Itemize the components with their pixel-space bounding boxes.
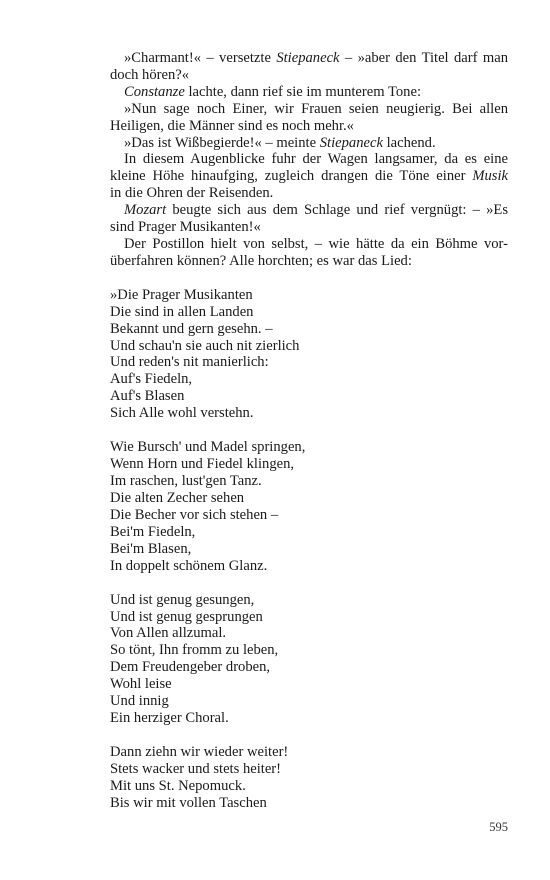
poem-line: Die sind in allen Landen bbox=[110, 303, 254, 320]
italic-name: Constanze bbox=[124, 83, 185, 100]
prose-line bbox=[110, 236, 508, 253]
poem-line: Bis wir mit vollen Taschen bbox=[110, 794, 267, 811]
poem-line: Die alten Zecher sehen bbox=[110, 489, 245, 506]
text-run: kleine Höhe hinaufging, zugleich drangen die Töne einer bbox=[110, 168, 473, 185]
poem-line: Dann ziehn wir wieder weiter! bbox=[110, 744, 289, 761]
prose-paragraph bbox=[110, 151, 508, 202]
prose-line bbox=[110, 67, 508, 84]
poem-line: Wenn Horn und Fiedel klingen, bbox=[110, 456, 295, 473]
poem-line: Stets wacker und stets heiter! bbox=[110, 761, 282, 777]
poem-line: Die Becher vor sich stehen – bbox=[110, 506, 279, 523]
poem-line: Von Allen allzumal. bbox=[110, 625, 227, 642]
poem-line: In doppelt schönem Glanz. bbox=[110, 557, 268, 574]
text-run: »Das ist Wißbegierde!« – meinte bbox=[124, 134, 320, 151]
prose-paragraph bbox=[110, 202, 508, 236]
poem-stanza bbox=[110, 744, 508, 812]
text-run: überfahren können? Alle horchten; es war das Lied: bbox=[110, 252, 412, 269]
prose-line bbox=[110, 253, 508, 270]
text-run: – »aber den Titel darf man bbox=[339, 50, 508, 66]
prose-paragraph bbox=[110, 236, 508, 270]
text-run: in die Ohren der Reisenden. bbox=[110, 185, 274, 202]
prose-paragraph bbox=[110, 50, 508, 84]
prose-line bbox=[110, 118, 508, 135]
prose-line bbox=[110, 202, 508, 219]
poem-line: Wie Bursch' und Madel springen, bbox=[110, 439, 306, 456]
page-number: 595 bbox=[489, 820, 508, 834]
poem-line: Wohl leise bbox=[110, 676, 172, 693]
poem-stanza bbox=[110, 592, 508, 727]
poem-line: Auf's Blasen bbox=[110, 388, 185, 405]
poem-line: Mit uns St. Nepomuck. bbox=[110, 777, 246, 794]
italic-name: Musik bbox=[472, 168, 508, 185]
poem-stanza bbox=[110, 287, 508, 422]
prose-paragraph bbox=[110, 84, 508, 101]
prose-line bbox=[110, 101, 508, 118]
poem-line: Und ist genug gesprungen bbox=[110, 608, 263, 625]
poem-line: Bei'm Fiedeln, bbox=[110, 523, 196, 540]
text-run: lachend. bbox=[382, 134, 436, 151]
prose-line bbox=[110, 151, 508, 168]
text-run: Der Postillon hielt von selbst, – wie hätte da ein Böhme vor- bbox=[124, 235, 508, 252]
poem-line: »Die Prager Musikanten bbox=[110, 286, 253, 303]
text-run: Heiligen, die Männer sind es noch mehr.« bbox=[110, 117, 354, 134]
poem-line: Und reden's nit manierlich: bbox=[110, 354, 269, 371]
prose-paragraph bbox=[110, 135, 508, 152]
text-run: »Charmant!« – versetzte bbox=[124, 50, 277, 66]
text-run: sind Prager Musikanten!« bbox=[110, 219, 261, 236]
text-run: »Nun sage noch Einer, wir Frauen seien neugierig. Bei allen bbox=[124, 100, 508, 117]
poem-line: Im raschen, lust'gen Tanz. bbox=[110, 473, 262, 490]
poem-line: Und schau'n sie auch nit zierlich bbox=[110, 337, 300, 354]
poem-line: Und innig bbox=[110, 693, 169, 710]
book-page bbox=[110, 50, 508, 829]
prose-line bbox=[110, 168, 508, 185]
text-run: beugte sich aus dem Schlage und rief vergnügt: – »Es bbox=[166, 202, 508, 219]
italic-name: Stiepaneck bbox=[319, 134, 383, 151]
text-run: In diesem Augenblicke fuhr der Wagen langsamer, da es eine bbox=[124, 151, 508, 168]
poem-line: Sich Alle wohl verstehn. bbox=[110, 405, 254, 422]
song-lyrics bbox=[110, 287, 508, 812]
poem-line: Dem Freudengeber droben, bbox=[110, 659, 271, 676]
prose-line bbox=[110, 135, 508, 152]
italic-name: Stiepaneck bbox=[276, 50, 340, 66]
italic-name: Mozart bbox=[124, 202, 167, 219]
poem-line: Bekannt und gern gesehn. – bbox=[110, 320, 273, 337]
prose-line bbox=[110, 219, 508, 236]
prose-paragraph bbox=[110, 101, 508, 135]
poem-stanza bbox=[110, 439, 508, 574]
poem-line: Auf's Fiedeln, bbox=[110, 371, 193, 388]
prose-line bbox=[110, 84, 508, 101]
prose-line bbox=[110, 50, 508, 67]
prose-line bbox=[110, 185, 508, 202]
text-run: lachte, dann rief sie im munterem Tone: bbox=[184, 83, 421, 100]
text-run: doch hören?« bbox=[110, 66, 190, 83]
poem-line: Und ist genug gesungen, bbox=[110, 591, 255, 608]
poem-line: Bei'm Blasen, bbox=[110, 540, 192, 557]
prose-section bbox=[110, 50, 508, 270]
poem-line: Ein herziger Choral. bbox=[110, 710, 229, 726]
poem-line: So tönt, Ihn fromm zu leben, bbox=[110, 642, 279, 659]
